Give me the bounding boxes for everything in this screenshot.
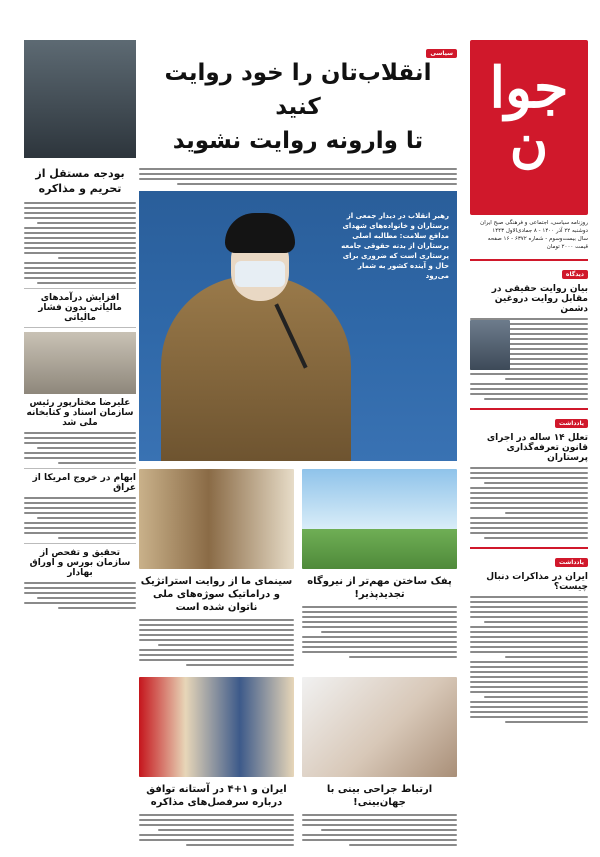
box2-body (24, 582, 136, 609)
center-column (139, 40, 457, 837)
story-card (139, 677, 294, 849)
story-title[interactable]: ایران و ۱+۴ در آستانه توافق درباره سرفصل‌های مذاکره (146, 784, 287, 808)
story-body (302, 606, 457, 658)
story-card (139, 469, 294, 669)
meta-line: روزنامه سیاسی، اجتماعی و فرهنگی صبح ایران (480, 220, 588, 226)
story-title[interactable]: ارتباط جراحی بینی با جهان‌بینی! (326, 784, 433, 808)
section-title[interactable]: بیان روایت حقیقی در مقابل روایت دروغین دشمن (491, 284, 588, 314)
headline-line-2: تا وارونه روایت نشوید (172, 128, 424, 154)
left-lead-body (24, 202, 136, 284)
story-title[interactable]: سینمای ما از روایت استراتژیک و دراماتیک سوژه‌های ملی ناتوان شده است (140, 576, 293, 613)
meta-line: دوشنبه ۲۲ آذر ۱۴۰۰ - ۸ جمادی‌الاول ۱۴۴۳ (492, 228, 588, 234)
box2-title[interactable]: تحقیق و تفحص از سازمان بورس و اوراق بهادار (29, 548, 131, 578)
section-tag: دیدگاه (562, 270, 588, 279)
story-photo (139, 469, 294, 569)
story-row-2 (139, 677, 457, 849)
left-sub-title[interactable]: افزایش درآمدهای مالیاتی بدون فشار مالیاتی (38, 293, 122, 323)
story-title[interactable]: پفک ساختن مهم‌تر از نیروگاه تجدیدپذیر! (307, 576, 452, 600)
logo-text-bottom: ن (509, 113, 549, 174)
masthead-meta (470, 219, 588, 251)
story-body (139, 814, 294, 846)
story-row-1 (139, 469, 457, 669)
story-photo (139, 677, 294, 777)
masthead-logo (470, 40, 588, 215)
right-section-note (470, 408, 588, 539)
story-photo (302, 469, 457, 569)
lead-paragraph (139, 168, 457, 185)
article-body (470, 596, 588, 723)
right-section-note-2 (470, 547, 588, 723)
story-photo (302, 677, 457, 777)
logo-text-top: جوا (489, 55, 569, 121)
right-column (470, 40, 588, 837)
story-body (139, 619, 294, 666)
box1-body (24, 497, 136, 539)
interview-photo (24, 332, 136, 394)
interview-title[interactable]: علیرضا مختارپور رئیس سازمان اسناد و کتابخانه ملی شد (26, 398, 134, 428)
author-portrait (470, 320, 510, 370)
meta-line: قیمت ۲۰۰۰ تومان (546, 244, 588, 250)
section-title[interactable]: ایران در مذاکرات دنبال چیست؟ (486, 572, 588, 592)
parliament-photo (24, 40, 136, 158)
story-card (302, 469, 457, 669)
hero-photo (139, 191, 457, 461)
box1-title[interactable]: ابهام در خروج امریکا از عراق (32, 473, 136, 493)
section-title[interactable]: تعلل ۱۴ ساله در اجرای قانون تعرفه‌گذاری پرستاران (486, 433, 588, 463)
main-headline[interactable] (139, 56, 457, 158)
interview-body (24, 432, 136, 464)
section-tag: یادداشت (555, 419, 588, 428)
headline-line-1: انقلاب‌تان را خود روایت کنید (164, 60, 432, 120)
meta-line: سال بیست‌وسوم - شماره ۶۳۷۲ - ۱۶ صفحه (487, 236, 588, 242)
right-section-opinion (470, 259, 588, 400)
top-section-tag: سیاسی (426, 49, 457, 58)
story-body (302, 814, 457, 846)
story-card (302, 677, 457, 849)
left-column (24, 40, 136, 837)
section-tag: یادداشت (555, 558, 588, 567)
hero-quote: رهبر انقلاب در دیدار جمعی از پرستاران و خانواده‌های شهدای مدافع سلامت: مطالبه اصلی پرستاران از بدنه حقوقی جامعه پرستاری است که ضروری برای حال و آینده کشور به شمار می‌رود (341, 212, 449, 280)
left-lead-title[interactable]: بودجه مستقل از تحریم و مذاکره (35, 167, 125, 195)
article-body (470, 467, 588, 539)
